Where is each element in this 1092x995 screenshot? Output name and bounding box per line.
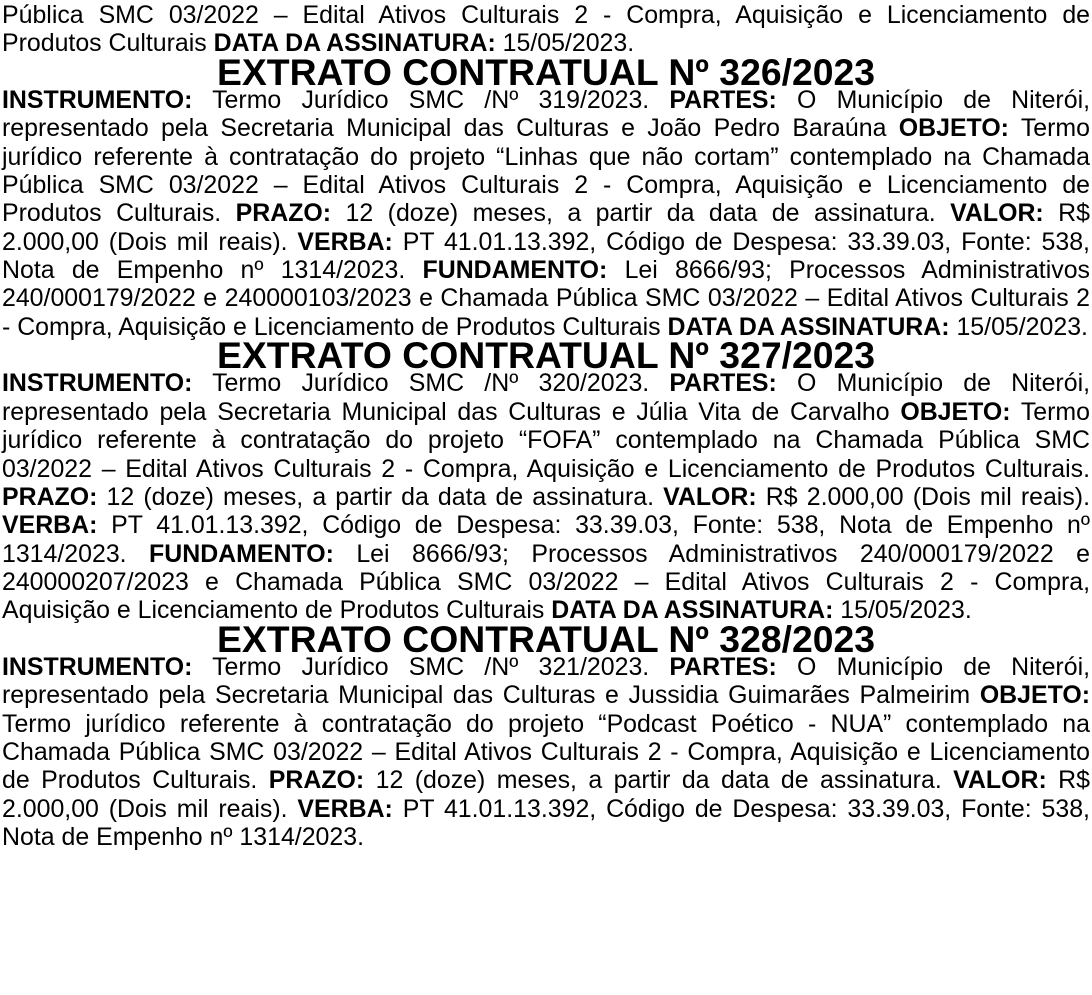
valor-label: VALOR: [663, 482, 757, 511]
objeto-text: Termo jurídico referente à contratação do projeto “Linhas que não cortam” contemplado na Chamada Pública SMC 03/2022 – Edital Ativos Culturais 2 - Compra, Aquisição e Licenciamento de Produtos Culturais. [2, 114, 1091, 228]
instrumento-label: INSTRUMENTO: [2, 369, 193, 398]
fragment-text: Pública SMC 03/2022 – Edital Ativos Culturais 2 - Compra, Aquisição e Licenciamento de Produtos Culturais [2, 1, 1090, 58]
fundamento-label: FUNDAMENTO: [422, 256, 608, 285]
extract-body-327 [2, 369, 1090, 624]
objeto-label: OBJETO: [900, 397, 1011, 426]
extract-body-326 [2, 86, 1090, 341]
partes-text: O Município de Niterói, representado pela Secretaria Municipal das Culturas e Júlia Vita de Carvalho [2, 369, 1091, 426]
instrumento-label: INSTRUMENTO: [2, 86, 193, 115]
partes-label: PARTES: [669, 86, 777, 115]
partes-label: PARTES: [669, 652, 777, 681]
data-assinatura-label: DATA DA ASSINATURA: [551, 596, 834, 625]
prazo-label: PRAZO: [235, 199, 332, 228]
valor-label: VALOR: [950, 199, 1044, 228]
prazo-text: 12 (doze) meses, a partir da data de assinatura. [97, 482, 664, 511]
data-assinatura-value: 15/05/2023. [949, 312, 1088, 341]
fundamento-label: FUNDAMENTO: [149, 539, 334, 568]
fundamento-text: Lei 8666/93; Processos Administrativos 240/000179/2022 e 240000103/2023 e Chamada Pública SMC 03/2022 – Edital Ativos Culturais 2 - Compra, Aquisição e Licenciamento de Produtos Culturais [2, 256, 1090, 341]
data-assinatura-label: DATA DA ASSINATURA: [667, 312, 950, 341]
data-assinatura-value: 15/05/2023. [495, 29, 635, 58]
partes-text: O Município de Niterói, representado pela Secretaria Municipal das Culturas e João Pedro Baraúna [2, 86, 1091, 143]
verba-label: VERBA: [2, 511, 98, 540]
instrumento-text: Termo Jurídico SMC /Nº 319/2023. [192, 86, 670, 115]
extract-heading-327: EXTRATO CONTRATUAL Nº 327/2023 [216, 334, 876, 377]
verba-text: PT 41.01.13.392, Código de Despesa: 33.39.03, Fonte: 538, Nota de Empenho nº 1314/2023. [2, 794, 1090, 851]
valor-text: R$ 2.000,00 (Dois mil reais). [2, 766, 1090, 823]
extract-heading-328: EXTRATO CONTRATUAL Nº 328/2023 [216, 617, 876, 660]
verba-text: PT 41.01.13.392, Código de Despesa: 33.39.03, Fonte: 538, Nota de Empenho nº 1314/2023. [2, 511, 1090, 568]
valor-text: R$ 2.000,00 (Dois mil reais). [756, 482, 1090, 511]
data-assinatura-label: DATA DA ASSINATURA: [213, 29, 496, 58]
valor-text: R$ 2.000,00 (Dois mil reais). [2, 199, 1090, 256]
prazo-label: PRAZO: [2, 482, 98, 511]
verba-label: VERBA: [297, 227, 393, 256]
data-assinatura-value: 15/05/2023. [833, 596, 972, 625]
extract-body-328 [2, 653, 1090, 851]
verba-label: VERBA: [297, 794, 393, 823]
prazo-text: 12 (doze) meses, a partir da data de assinatura. [331, 199, 951, 228]
prazo-text: 12 (doze) meses, a partir da data de assinatura. [364, 766, 954, 795]
instrumento-text: Termo Jurídico SMC /Nº 321/2023. [192, 652, 670, 681]
valor-label: VALOR: [953, 766, 1047, 795]
fundamento-text: Lei 8666/93; Processos Administrativos 240/000179/2022 e 240000207/2023 e Chamada Pública SMC 03/2022 – Edital Ativos Culturais 2 - Compra, Aquisição e Licenciamento de Produtos Culturais [2, 539, 1090, 625]
instrumento-text: Termo Jurídico SMC /Nº 320/2023. [192, 369, 670, 398]
instrumento-label: INSTRUMENTO: [2, 652, 193, 681]
verba-text: PT 41.01.13.392, Código de Despesa: 33.39.03, Fonte: 538, Nota de Empenho nº 1314/2023. [2, 227, 1090, 285]
objeto-text: Termo jurídico referente à contratação do projeto “Podcast Poético - NUA” contemplado na Chamada Pública SMC 03/2022 – Edital Ativos Culturais 2 - Compra, Aquisição e Licenciamento de Produtos Culturais. [2, 709, 1090, 795]
objeto-text: Termo jurídico referente à contratação do projeto “FOFA” contemplado na Chamada Pública SMC 03/2022 – Edital Ativos Culturais 2 - Compra, Aquisição e Licenciamento de Produtos Culturais. [2, 397, 1091, 483]
partes-text: O Município de Niterói, representado pela Secretaria Municipal das Culturas e Jussidia Guimarães Palmeirim [2, 652, 1091, 710]
prazo-label: PRAZO: [268, 766, 365, 795]
previous-extract-fragment [2, 1, 1090, 58]
objeto-label: OBJETO: [898, 114, 1009, 143]
partes-label: PARTES: [669, 369, 777, 398]
document-page [2, 0, 1090, 851]
objeto-label: OBJETO: [979, 681, 1090, 710]
extract-heading-326: EXTRATO CONTRATUAL Nº 326/2023 [216, 50, 876, 93]
